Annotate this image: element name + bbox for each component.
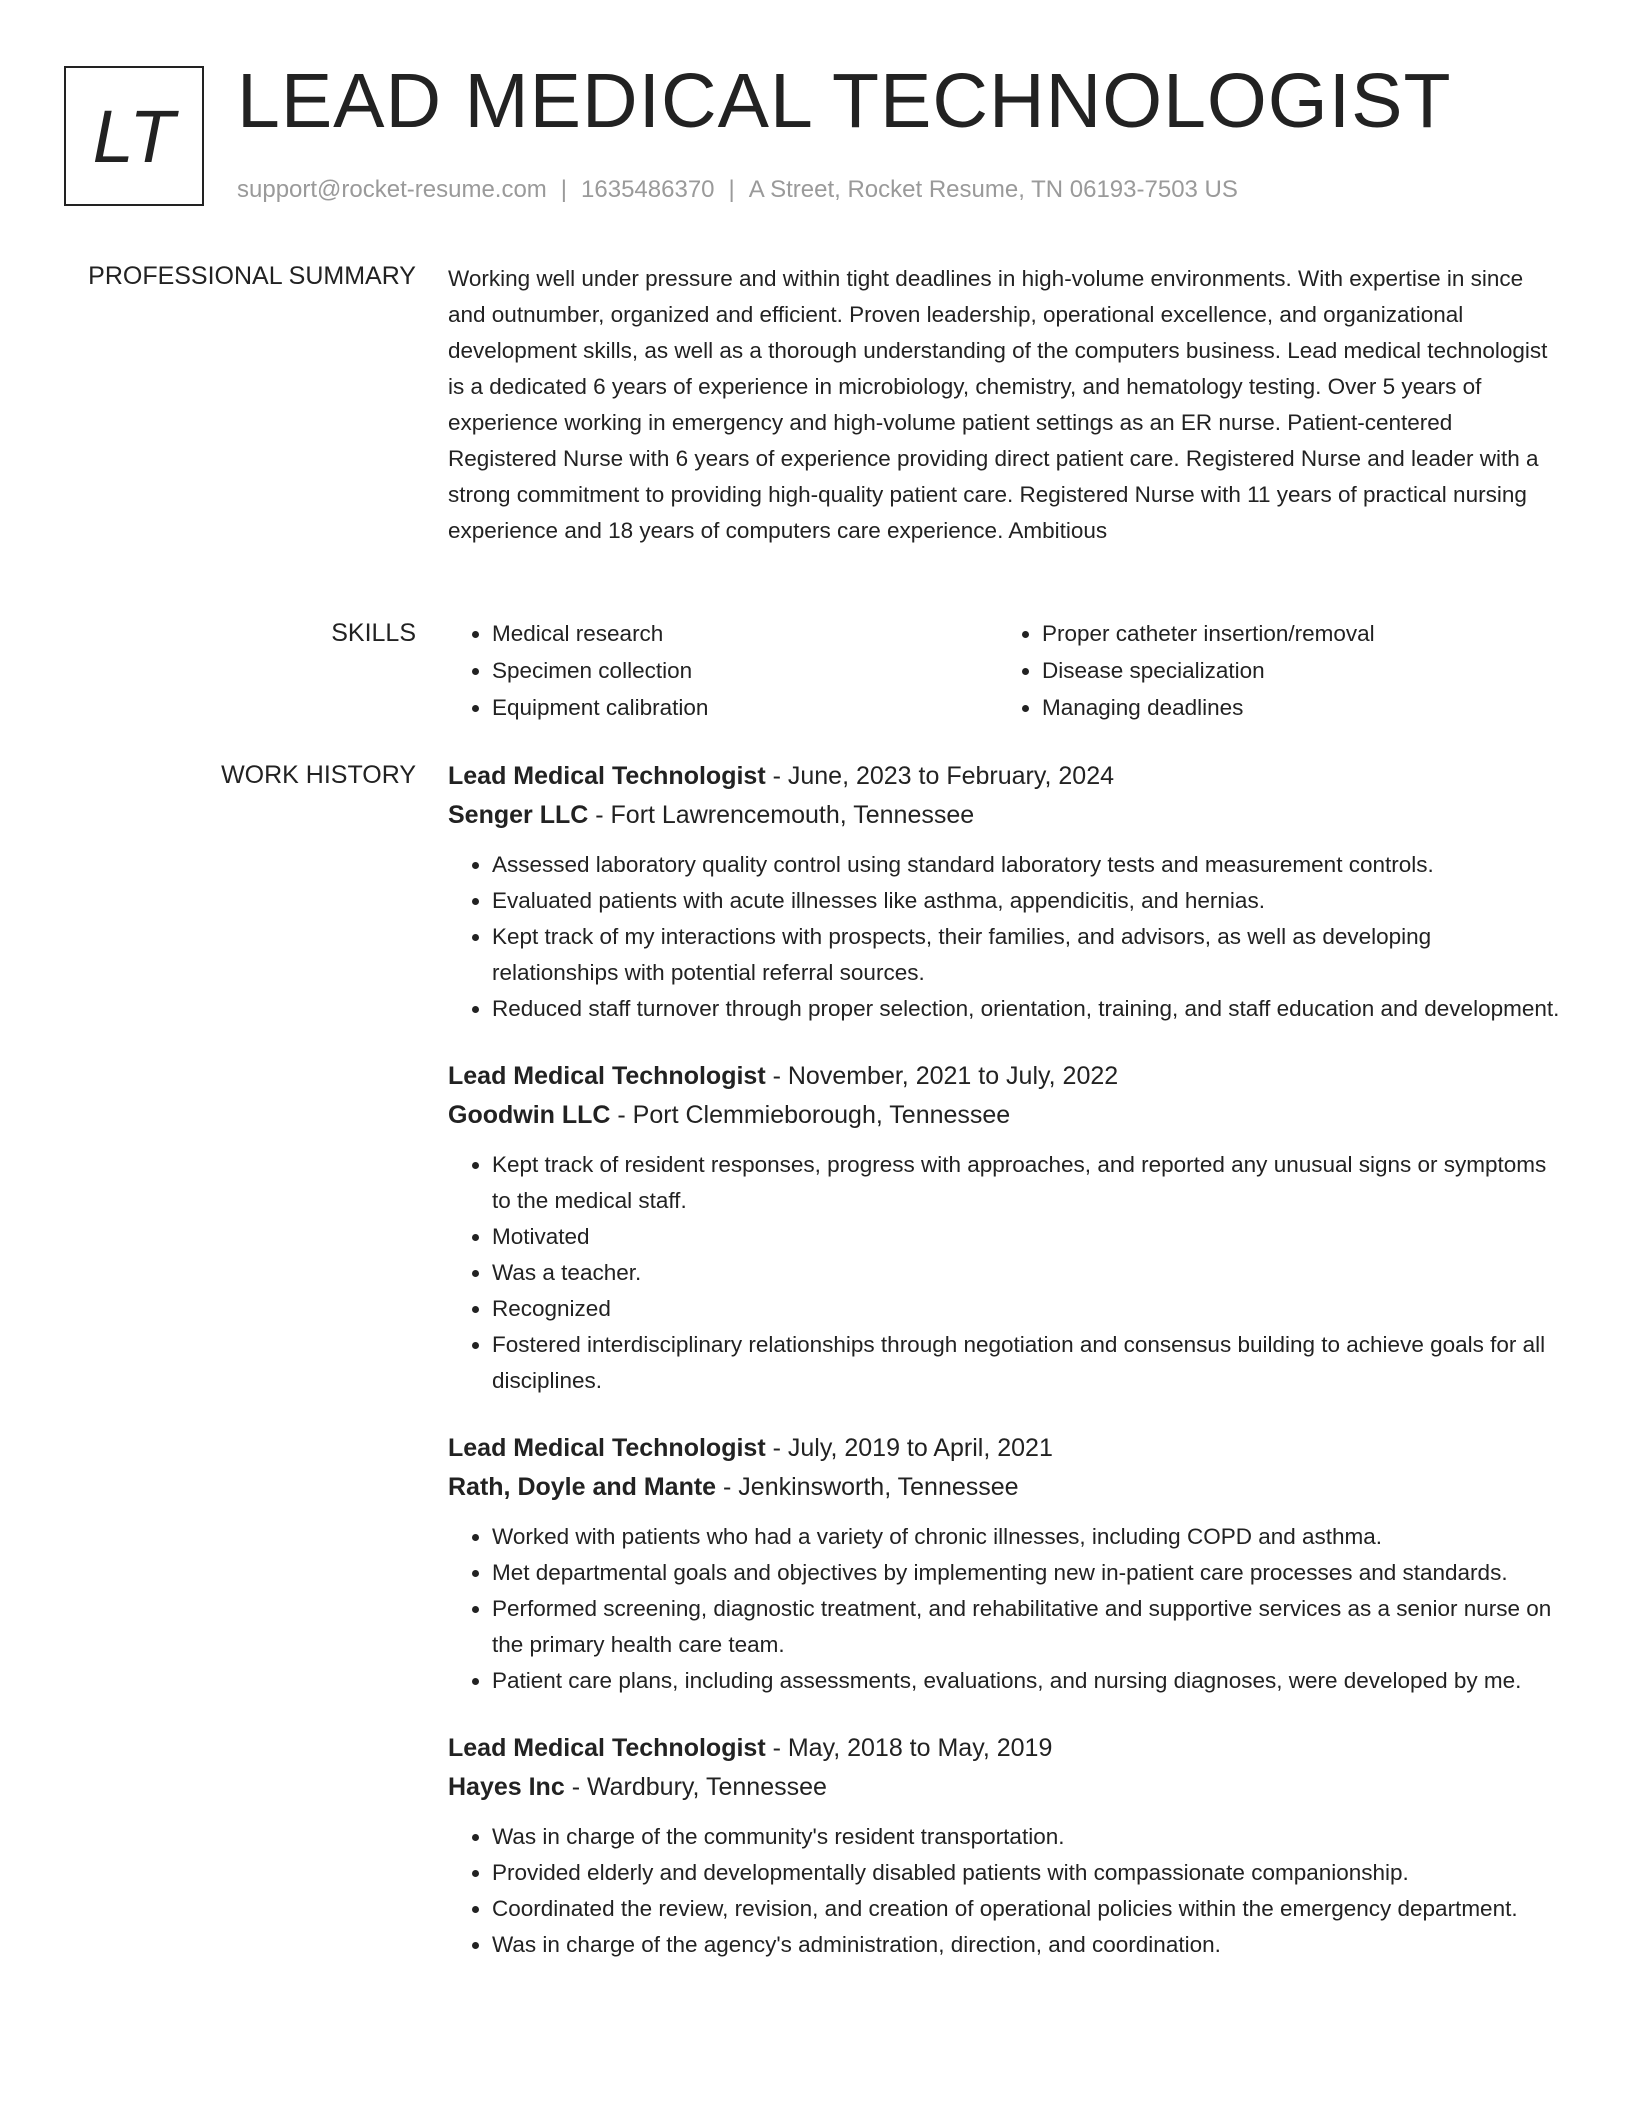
job-dates: - November, 2021 to July, 2022 (765, 1062, 1119, 1090)
job-bullet: • Motivated (492, 1219, 1563, 1255)
skills-list-right (998, 615, 1548, 726)
job-location: - Jenkinsworth, Tennessee (716, 1473, 1019, 1501)
job-bullet: • Was in charge of the community's resident transportation. (492, 1819, 1563, 1855)
job-bullets (448, 847, 1563, 1027)
job-title-line (448, 757, 1563, 796)
job-company: Goodwin LLC (448, 1101, 611, 1129)
job-bullet: • Was a teacher. (492, 1255, 1563, 1291)
monogram-badge (64, 66, 204, 206)
job-bullet: • Kept track of resident responses, progress with approaches, and reported any unusual signs or symptoms to the medical staff. (492, 1147, 1563, 1219)
job-bullet: • Provided elderly and developmentally disabled patients with compassionate companionship. (492, 1855, 1563, 1891)
job-company: Hayes Inc (448, 1773, 565, 1801)
job-bullet: • Fostered interdisciplinary relationships through negotiation and consensus building to achieve goals for all disciplines. (492, 1327, 1563, 1399)
skill-item: • Proper catheter insertion/removal (1042, 615, 1548, 652)
job-bullet: • Coordinated the review, revision, and creation of operational policies within the emergency department. (492, 1891, 1563, 1927)
job-entry (448, 757, 1563, 1027)
job-bullet: • Met departmental goals and objectives by implementing new in-patient care processes and standards. (492, 1555, 1563, 1591)
job-dates: - July, 2019 to April, 2021 (765, 1434, 1053, 1462)
job-company: Rath, Doyle and Mante (448, 1473, 717, 1501)
job-title-line (448, 1057, 1563, 1096)
job-company-line (448, 1468, 1563, 1507)
job-bullet: • Worked with patients who had a variety of chronic illnesses, including COPD and asthma. (492, 1519, 1563, 1555)
job-company-line (448, 1768, 1563, 1807)
job-bullets (448, 1519, 1563, 1699)
contact-line (237, 175, 1238, 205)
skill-item: • Managing deadlines (1042, 689, 1548, 726)
job-title: Lead Medical Technologist (448, 1434, 766, 1462)
contact-address: A Street, Rocket Resume, TN 06193-7503 US (748, 176, 1238, 203)
job-location: - Wardbury, Tennessee (564, 1773, 827, 1801)
job-company-line (448, 1096, 1563, 1135)
job-bullet: • Evaluated patients with acute illnesses like asthma, appendicitis, and hernias. (492, 883, 1563, 919)
contact-separator: | (560, 176, 568, 203)
job-bullet: • Kept track of my interactions with prospects, their families, and advisors, as well as developing relationships with potential referral sources. (492, 919, 1563, 991)
contact-phone[interactable]: 1635486370 (581, 176, 715, 203)
job-bullets (448, 1819, 1563, 1963)
skills-list-left (448, 615, 998, 726)
summary-body (448, 261, 1563, 549)
job-entry (448, 1429, 1563, 1699)
job-entry (448, 1057, 1563, 1399)
job-entry (448, 1729, 1563, 1963)
job-bullet: • Patient care plans, including assessments, evaluations, and nursing diagnoses, were developed by me. (492, 1663, 1563, 1699)
job-bullets (448, 1147, 1563, 1399)
job-dates: - June, 2023 to February, 2024 (765, 762, 1115, 790)
skills-columns (448, 615, 1563, 726)
job-bullet: • Recognized (492, 1291, 1563, 1327)
contact-email[interactable]: support@rocket-resume.com (237, 176, 547, 203)
job-bullet: • Was in charge of the agency's administration, direction, and coordination. (492, 1927, 1563, 1963)
job-dates: - May, 2018 to May, 2019 (765, 1734, 1053, 1762)
summary-heading: PROFESSIONAL SUMMARY (88, 262, 416, 290)
job-title: Lead Medical Technologist (448, 762, 766, 790)
contact-separator: | (728, 176, 735, 203)
monogram-text: LT (92, 94, 176, 178)
job-bullet: • Reduced staff turnover through proper selection, orientation, training, and staff education and development. (492, 991, 1563, 1027)
work-history-body (448, 757, 1563, 1993)
skill-item: • Specimen collection (492, 652, 998, 689)
work-history-heading: WORK HISTORY (221, 761, 416, 789)
job-bullet: • Assessed laboratory quality control using standard laboratory tests and measurement controls. (492, 847, 1563, 883)
skill-item: • Medical research (492, 615, 998, 652)
job-company-line (448, 796, 1563, 835)
job-location: - Fort Lawrencemouth, Tennessee (588, 801, 975, 829)
page-title: LEAD MEDICAL TECHNOLOGIST (237, 58, 1452, 144)
job-title-line (448, 1729, 1563, 1768)
job-title: Lead Medical Technologist (448, 1734, 766, 1762)
skill-item: • Equipment calibration (492, 689, 998, 726)
job-bullet: • Performed screening, diagnostic treatment, and rehabilitative and supportive services as a senior nurse on the primary health care team. (492, 1591, 1563, 1663)
summary-text: Working well under pressure and within tight deadlines in high-volume environments. With expertise in since and outnumber, organized and efficient. Proven leadership, operational excellence, and organizational development skills, as well as a thorough understanding of the computers business. Lead medical technologist is a dedicated 6 years of experience in microbiology, chemistry, and hematology testing. Over 5 years of experience working in emergency and high-volume patient settings as an ER nurse. Patient-centered Registered Nurse with 6 years of experience providing direct patient care. Registered Nurse and leader with a strong commitment to providing high-quality patient care. Registered Nurse with 11 years of practical nursing experience and 18 years of computers care experience. Ambitious (448, 266, 1548, 543)
job-location: - Port Clemmieborough, Tennessee (610, 1101, 1011, 1129)
job-title: Lead Medical Technologist (448, 1062, 766, 1090)
job-title-line (448, 1429, 1563, 1468)
skill-item: • Disease specialization (1042, 652, 1548, 689)
skills-heading: SKILLS (331, 619, 416, 647)
job-company: Senger LLC (448, 801, 589, 829)
skills-body (448, 615, 1563, 726)
